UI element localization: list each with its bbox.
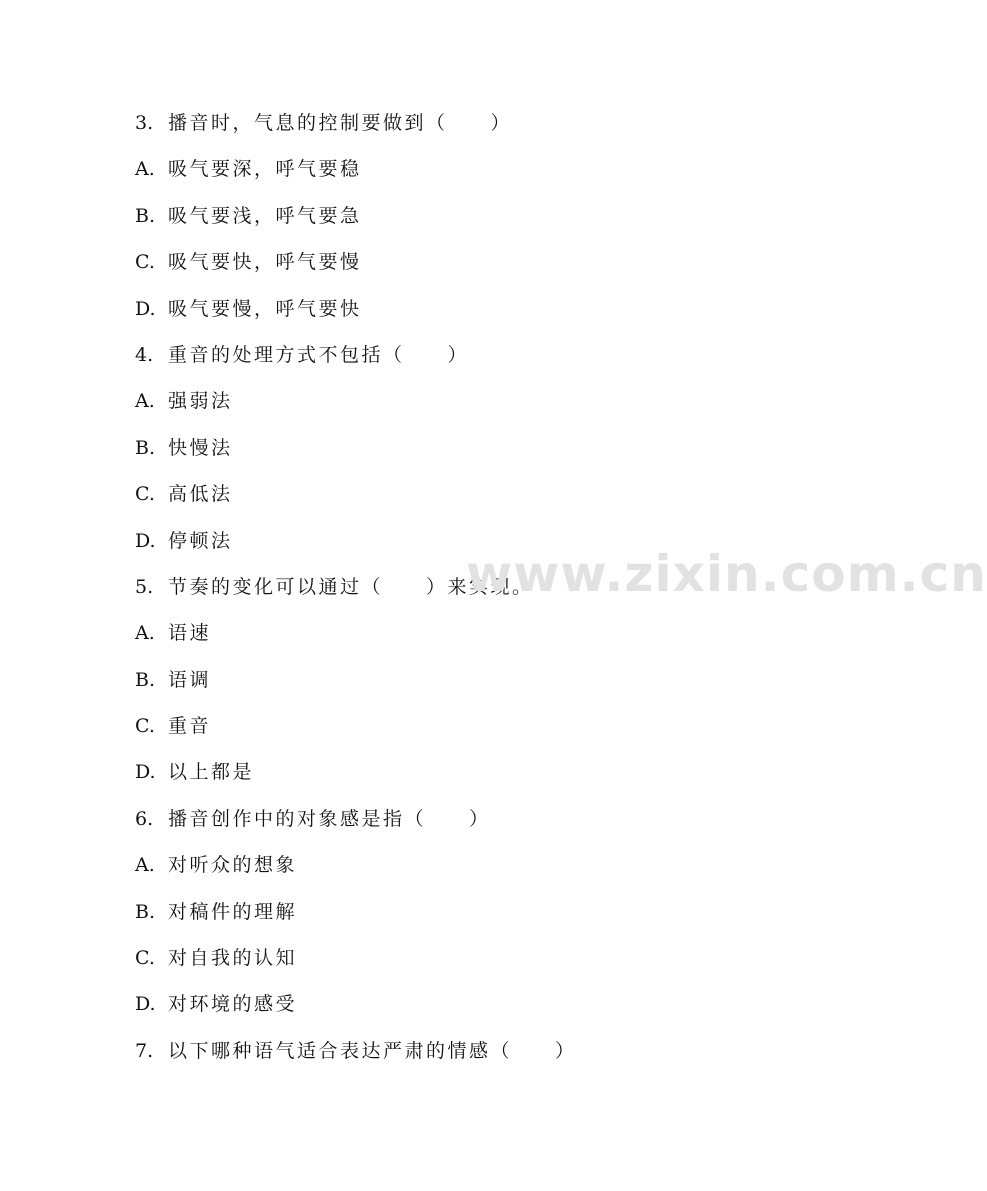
option-text: 高低法: [168, 483, 233, 506]
option-text: 对自我的认知: [168, 947, 298, 970]
option-text: 吸气要浅，呼气要急: [168, 204, 362, 227]
option-letter: A.: [135, 390, 155, 413]
option-d: [135, 986, 855, 1032]
question-list: [135, 105, 855, 1079]
option-text: 语调: [168, 668, 212, 691]
question-text: 节奏的变化可以通过（ ）来实现。: [168, 575, 534, 598]
option-b: [135, 894, 855, 940]
option-b: [135, 430, 855, 476]
option-letter: C.: [135, 715, 155, 738]
watermark: www.zixin.com.cn: [466, 545, 987, 603]
option-letter: C.: [135, 947, 155, 970]
option-a: [135, 151, 855, 197]
question-4: [135, 337, 855, 383]
question-text: 以下哪种语气适合表达严肃的情感（ ）: [168, 1039, 577, 1062]
option-c: [135, 476, 855, 522]
option-a: [135, 383, 855, 429]
question-number: 7.: [135, 1039, 154, 1062]
option-text: 对听众的想象: [168, 854, 298, 877]
option-letter: B.: [135, 900, 156, 923]
option-text: 以上都是: [168, 761, 255, 784]
option-letter: D.: [135, 297, 156, 320]
option-d: [135, 291, 855, 337]
question-number: 6.: [135, 807, 154, 830]
option-a: [135, 847, 855, 893]
option-letter: B.: [135, 204, 156, 227]
option-d: [135, 754, 855, 800]
question-text: 重音的处理方式不包括（ ）: [168, 343, 470, 366]
option-text: 吸气要深，呼气要稳: [168, 158, 362, 181]
option-letter: D.: [135, 529, 156, 552]
option-text: 停顿法: [168, 529, 233, 552]
option-text: 吸气要快，呼气要慢: [168, 251, 362, 274]
option-c: [135, 244, 855, 290]
option-b: [135, 662, 855, 708]
option-text: 语速: [168, 622, 212, 645]
option-letter: A.: [135, 622, 155, 645]
question-text: 播音时，气息的控制要做到（ ）: [168, 112, 513, 134]
option-c: [135, 708, 855, 754]
option-text: 重音: [168, 715, 212, 738]
option-text: 对稿件的理解: [168, 900, 298, 923]
option-a: [135, 615, 855, 661]
option-text: 对环境的感受: [168, 993, 298, 1016]
option-c: [135, 940, 855, 986]
option-letter: D.: [135, 993, 156, 1016]
option-d: [135, 523, 855, 569]
option-text: 快慢法: [168, 436, 233, 459]
question-3: [135, 105, 855, 151]
option-b: [135, 198, 855, 244]
question-6: [135, 801, 855, 847]
option-letter: C.: [135, 251, 155, 274]
question-5: [135, 569, 855, 615]
option-letter: D.: [135, 761, 156, 784]
option-letter: C.: [135, 483, 155, 506]
option-letter: B.: [135, 436, 156, 459]
option-text: 吸气要慢，呼气要快: [168, 297, 362, 320]
option-letter: A.: [135, 158, 155, 181]
option-letter: A.: [135, 854, 155, 877]
question-text: 播音创作中的对象感是指（ ）: [168, 807, 491, 830]
question-number: 3.: [135, 112, 154, 134]
question-number: 5.: [135, 575, 154, 598]
option-letter: B.: [135, 668, 156, 691]
question-number: 4.: [135, 343, 154, 366]
question-7: [135, 1033, 855, 1079]
option-text: 强弱法: [168, 390, 233, 413]
